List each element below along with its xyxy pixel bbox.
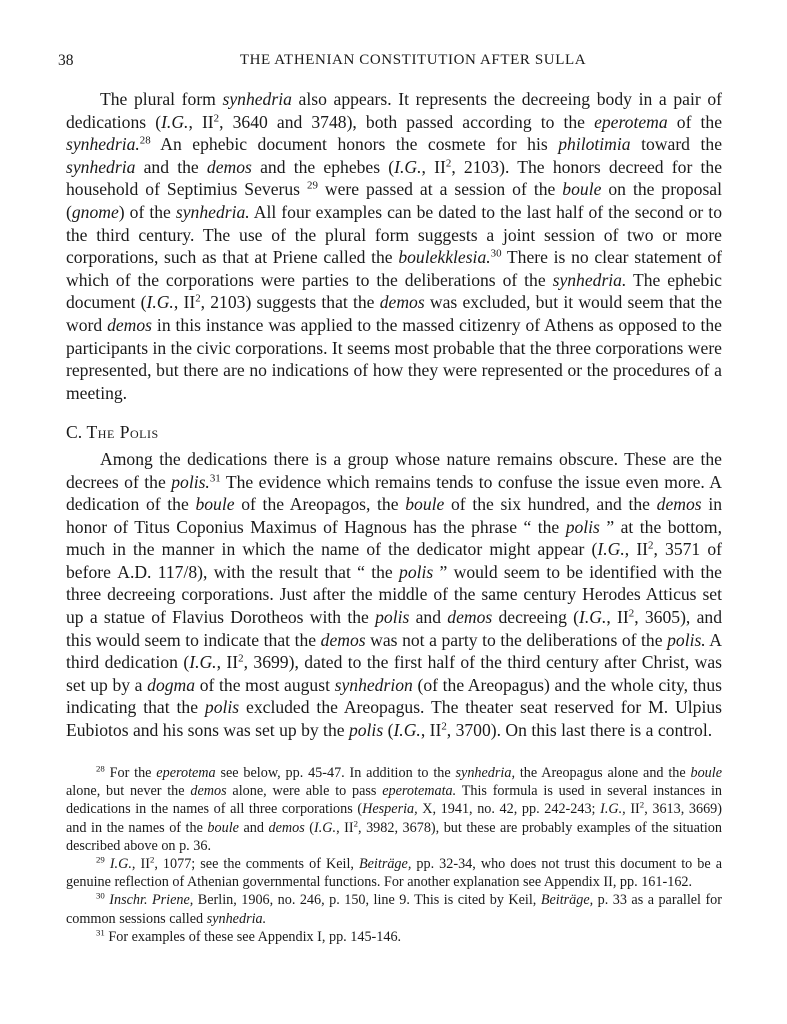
footnote: $^{31}$ For examples of these see Appendix I, pp. 145-146. bbox=[96, 927, 402, 945]
italic-term: I.G. bbox=[597, 539, 625, 560]
footnote-ref: 28 bbox=[139, 134, 151, 147]
italic-term: synhedria, bbox=[455, 765, 516, 781]
italic-term: Beiträge, bbox=[358, 856, 412, 873]
italic-term: eperotemata. bbox=[382, 783, 457, 800]
italic-term: synhedria. bbox=[66, 134, 140, 155]
footnote-ref: 31 bbox=[96, 927, 105, 938]
footnote-ref: 29 bbox=[96, 854, 105, 865]
section-title: The Polis bbox=[86, 422, 159, 443]
footnote-ref: 29 bbox=[306, 179, 318, 192]
main-text bbox=[66, 88, 722, 742]
italic-term: I.G. bbox=[161, 111, 189, 132]
italic-term: Beiträge, bbox=[540, 892, 594, 909]
footnote: $^{28}$ For the eperotema see below, pp. 45-47. In addition to the synhedria, the Areopagus alone and the boule alone, but never the demos alone, were able to pass eperotemata. This formula is used in several instances in dedications in the names of all three corporations (Hesperia, X, 1941, no. 42, pp. 242-243; I.G., $II^2$, 3613, 3669) and in the names of the boule and demos (I.G., $II^2$, 3982, 3678), but these are probably examples of the situation described above on p. 36. bbox=[66, 763, 722, 854]
italic-term: boule bbox=[195, 494, 235, 515]
italic-term: boule bbox=[207, 819, 239, 836]
italic-term: boulekklesia. bbox=[398, 247, 491, 268]
page-header bbox=[58, 52, 728, 74]
footnote: $^{29}$ I.G., $II^2$, 1077; see the comments of Keil, Beiträge, pp. 32-34, who does not trust this document to be a genuine reflection of Athenian governmental functions. For another explanation see Appendix II, pp. 161-162. bbox=[66, 854, 723, 891]
italic-term: I.G. bbox=[393, 720, 421, 741]
section-letter: C. bbox=[66, 422, 83, 443]
italic-term: synhedrion bbox=[334, 674, 413, 695]
footnote-ref: 30 bbox=[490, 247, 502, 260]
footnote-ref: 30 bbox=[96, 890, 105, 901]
section-heading bbox=[66, 421, 722, 444]
italic-term: demos bbox=[190, 783, 227, 800]
italic-term: demos bbox=[379, 292, 425, 313]
italic-term: demos bbox=[447, 607, 493, 628]
footnote-ref: 2 bbox=[445, 157, 452, 170]
italic-term: polis. bbox=[171, 471, 210, 492]
italic-term: I.G. bbox=[394, 156, 422, 177]
italic-term: synhedria bbox=[222, 89, 292, 109]
footnote-ref: 2 bbox=[441, 720, 447, 733]
italic-term: polis bbox=[565, 516, 600, 537]
italic-term: dogma bbox=[147, 674, 196, 695]
italic-term: boule bbox=[405, 494, 445, 515]
italic-term: demos bbox=[268, 819, 305, 836]
footnote-ref: 2 bbox=[628, 607, 635, 620]
italic-term: synhedria. bbox=[175, 201, 250, 222]
italic-term: synhedria. bbox=[206, 910, 267, 927]
page-number: 38 bbox=[58, 52, 74, 69]
italic-term: polis bbox=[375, 607, 410, 628]
italic-term: eperotema bbox=[156, 765, 216, 781]
footnote-ref: 31 bbox=[209, 471, 221, 484]
italic-term: polis bbox=[399, 561, 434, 582]
footnotes bbox=[66, 764, 722, 946]
italic-term: gnome bbox=[71, 201, 119, 222]
italic-term: polis bbox=[204, 697, 240, 718]
footnote-ref: 2 bbox=[213, 111, 220, 124]
footnote-ref: 2 bbox=[648, 539, 654, 552]
italic-term: I.G. bbox=[600, 801, 623, 818]
footnote-ref: 2 bbox=[195, 292, 201, 305]
paragraph: Among the dedications there is a group whose nature remains obscure. These are the decrees of the polis.$^{31}$ The evidence which remains tends to confuse the issue even more. A dedication of the boule of the Areopagos, the boule of the six hundred, and the demos in honor of Titus Coponius Maximus of Hagnous has the phrase “ the polis ” at the bottom, much in the manner in which the name of the dedicator might appear (I.G., $II^2$, 3571 of before A.D. 117/8), with the result that “ the polis ” would seem to be identified with the three decreeing corporations. Just after the middle of the same century Herodes Atticus set up a statue of Flavius Dorotheos with the polis and demos decreeing (I.G., $II^2$, 3605), and this would seem to indicate that the demos was not a party to the deliberations of the polis. A third dedication (I.G., $II^2$, 3699), dated to the first half of the third century after Christ, was set up by a dogma of the most august synhedrion (of the Areopagus) and the whole city, thus indicating that the polis excluded the Areopagus. The theater seat reserved for M. Ulpius Eubiotos and his sons was set up by the polis (I.G., $II^2$, 3700). On this last there is a control. bbox=[66, 448, 723, 741]
italic-term: demos bbox=[206, 156, 252, 177]
footnote-ref: 28 bbox=[96, 763, 105, 774]
italic-term: demos bbox=[656, 494, 702, 515]
italic-term: polis bbox=[348, 720, 384, 741]
italic-term: synhedria bbox=[66, 156, 136, 177]
italic-term: I.G. bbox=[189, 652, 217, 673]
footnote: $^{30}$ Inschr. Priene, Berlin, 1906, no. 246, p. 150, line 9. This is cited by Keil, Beiträge, p. 33 as a parallel for common sessions called synhedria. bbox=[66, 890, 723, 927]
small-caps-text: A.D. bbox=[117, 561, 152, 582]
italic-term: boule bbox=[562, 179, 602, 200]
italic-term: boule bbox=[690, 765, 722, 781]
italic-term: Hesperia, bbox=[362, 801, 418, 818]
paragraph: The plural form synhedria also appears. It represents the decreeing body in a pair of dedications (I.G., $II^2$, 3640 and 3748), both passed according to the eperotema of the synhedria.$^{28}$ An ephebic document honors the cosmete for his philotimia toward the synhedria and the demos and the ephebes (I.G., $II^2$, 2103). The honors decreed for the household of Septimius Severus $^{29}$ were passed at a session of the boule on the proposal (gnome) of the synhedria. All four examples can be dated to the last half of the second or to the third century. The use of the plural form suggests a joint session of two or more corporations, such as that at Priene called the boulekklesia.$^{30}$ There is no clear statement of which of the corporations were parties to the deliberations of the synhedria. The ephebic document (I.G., $II^2$, 2103) suggests that the demos was excluded, but it would seem that the word demos in this instance was applied to the massed citizenry of Athens as opposed to the participants in the civic corporations. It seems most probable that the three corporations were represented, but there are no indications of how they were represented or the procedures of a meeting. bbox=[66, 89, 723, 403]
italic-term: demos bbox=[320, 629, 366, 650]
italic-term: polis. bbox=[667, 629, 706, 650]
italic-term: I.G. bbox=[109, 856, 132, 873]
running-title: THE ATHENIAN CONSTITUTION AFTER SULLA bbox=[239, 52, 587, 68]
italic-term: synhedria. bbox=[552, 269, 627, 290]
italic-term: I.G. bbox=[146, 292, 174, 313]
footnote-ref: 2 bbox=[353, 818, 359, 829]
footnote-ref: 2 bbox=[639, 799, 645, 810]
italic-term: I.G. bbox=[314, 819, 337, 836]
footnote-ref: 2 bbox=[149, 854, 155, 865]
footnote-ref: 2 bbox=[238, 652, 244, 665]
italic-term: eperotema bbox=[594, 111, 668, 132]
italic-term: I.G. bbox=[579, 607, 607, 628]
italic-term: Inschr. Priene, bbox=[109, 892, 194, 909]
italic-term: philotimia bbox=[558, 134, 631, 155]
italic-term: demos bbox=[107, 314, 153, 335]
